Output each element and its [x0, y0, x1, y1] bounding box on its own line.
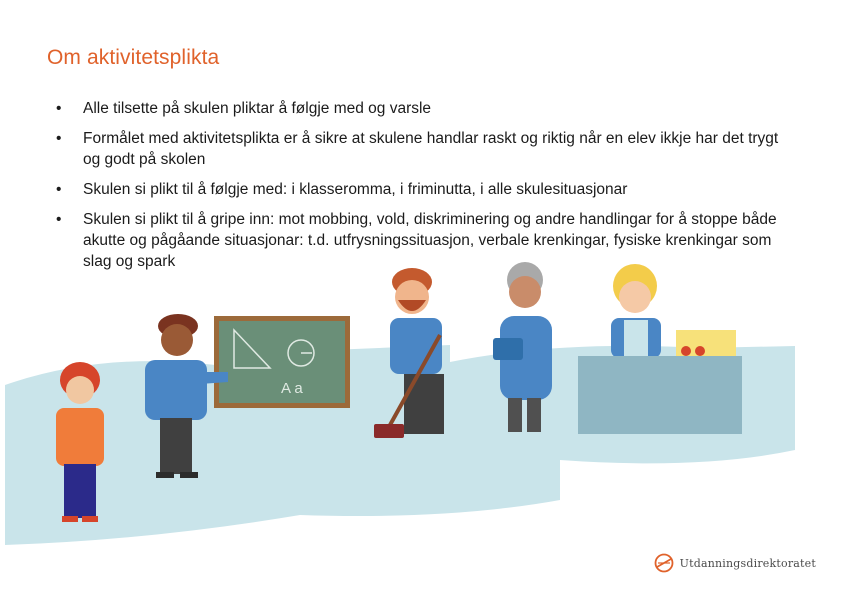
chalkboard	[214, 316, 350, 408]
school-staff-illustration	[0, 255, 842, 555]
bullet-text: Alle tilsette på skulen pliktar å følgje med og varsle	[83, 100, 432, 117]
logo-text: Utdanningsdirektoratet	[679, 556, 816, 570]
bullet-text: Skulen si plikt til å gripe inn: mot mobbing, vold, diskriminering og andre handlingar for å stoppe både akutte og pågåande situasjonar: t.d. utfrysningssituasjon, verbale krenkingar, fysiske krenkingar som slag og spark	[83, 211, 777, 270]
bullet-item	[47, 98, 787, 119]
bullet-list	[47, 98, 787, 281]
utdanningsdirektoratet-logo	[654, 552, 816, 574]
bullet-dot: •	[56, 181, 62, 198]
chalkboard-text: A a	[281, 380, 303, 397]
bullet-item	[47, 128, 787, 170]
bullet-text: Formålet med aktivitetsplikta er å sikre at skulene handlar raskt og riktig når en elev ikkje har det trygt og godt på skolen	[83, 130, 779, 168]
bullet-item	[47, 179, 787, 200]
bullet-dot: •	[56, 100, 62, 117]
bullet-dot: •	[56, 211, 62, 228]
logo-mark-icon	[654, 553, 674, 573]
bullet-item	[47, 209, 787, 272]
bullet-text: Skulen si plikt til å følgje med: i klasseromma, i friminutta, i alle skulesituasjonar	[83, 181, 628, 198]
bullet-dot: •	[56, 130, 62, 147]
slide-title: Om aktivitetsplikta	[47, 46, 220, 69]
